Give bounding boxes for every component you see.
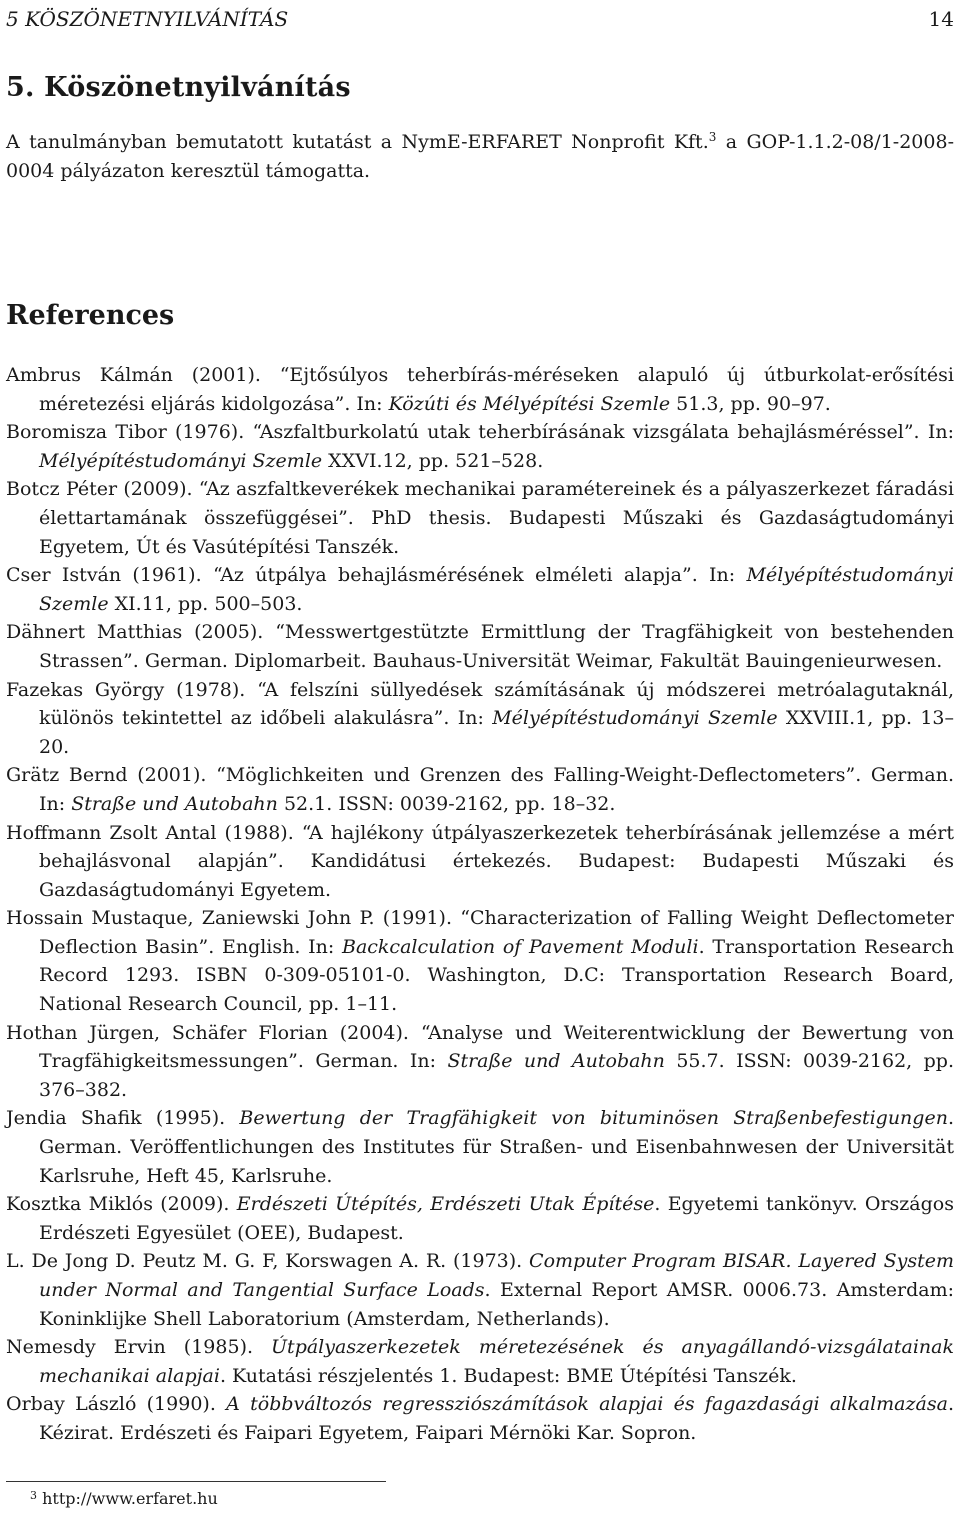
- reference-text: 52.1. ISSN: 0039-2162, pp. 18–32.: [277, 792, 616, 815]
- footnote-divider: [6, 1481, 386, 1482]
- reference-source-title: Közúti és Mélyépítési Szemle: [388, 392, 671, 415]
- reference-text: Orbay László (1990).: [6, 1393, 227, 1416]
- reference-text: . Kutatási részjelentés 1. Budapest: BME Útépítési Tanszék.: [219, 1364, 797, 1387]
- reference-text: L. De Jong D. Peutz M. G. F, Korswagen A. R. (1973).: [6, 1250, 530, 1273]
- running-header: [6, 4, 954, 34]
- reference-text: XXVI.12, pp. 521–528.: [322, 449, 544, 472]
- reference-text: Grätz Bernd (2001). “Möglichkeiten und Grenzen des Falling-Weight-Deflectometers”. German. In:: [6, 764, 954, 815]
- reference-entry: [6, 361, 954, 418]
- acknowledgement-paragraph: [6, 128, 954, 186]
- reference-source-title: Bewertung der Tragfähigkeit von bituminösen Straßenbefestigungen: [239, 1107, 948, 1130]
- footnote-url: http://www.erfaret.hu: [42, 1489, 218, 1508]
- reference-text: . External Report AMSR. 0006.73. Amsterdam: Koninklijke Shell Laboratorium (Amsterdam, Netherlands).: [39, 1279, 954, 1330]
- reference-source-title: Mélyépítéstudományi Szemle: [39, 564, 954, 615]
- reference-text: Boromisza Tibor (1976). “Aszfaltburkolatú utak teherbírásának vizsgálata behajlásméréssel”. In:: [6, 421, 954, 444]
- reference-entry: [6, 904, 954, 1018]
- reference-text: Jendia Shafik (1995).: [6, 1107, 240, 1130]
- reference-source-title: Straße und Autobahn: [71, 792, 278, 815]
- reference-text: Hothan Jürgen, Schäfer Florian (2004). “Analyse und Weiterentwicklung der Bewertung von Tragfähigkeitsmessungen”. German. In:: [6, 1021, 954, 1073]
- reference-entry: [6, 618, 954, 675]
- reference-text: . German. Veröffentlichungen des Institutes für Straßen- und Eisenbahnwesen der Universität Karlsruhe, Heft 45, Karlsruhe.: [39, 1107, 954, 1187]
- reference-source-title: Mélyépítéstudományi Szemle: [39, 449, 323, 472]
- reference-entry: [6, 1390, 954, 1447]
- reference-source-title: Erdészeti Útépítés, Erdészeti Utak Építése: [236, 1193, 655, 1216]
- reference-text: 51.3, pp. 90–97.: [670, 392, 831, 415]
- reference-text: . Egyetemi tankönyv. Országos Erdészeti Egyesület (OEE), Budapest.: [39, 1193, 954, 1244]
- reference-text: XXVIII.1, pp. 13–20.: [39, 707, 954, 758]
- reference-entry: [6, 418, 954, 475]
- reference-entry: [6, 561, 954, 618]
- reference-text: Ambrus Kálmán (2001). “Ejtősúlyos teherbírás-méréseken alapuló új útburkolat-erősítési méretezési eljárás kidolgozása”. In:: [6, 364, 954, 415]
- reference-text: XI.11, pp. 500–503.: [108, 592, 303, 615]
- reference-source-title: Computer Program BISAR. Layered System under Normal and Tangential Surface Loads: [39, 1250, 954, 1301]
- reference-source-title: Mélyépítéstudományi Szemle: [492, 707, 778, 730]
- footnote: [30, 1488, 218, 1510]
- reference-text: Kosztka Miklós (2009).: [6, 1193, 237, 1216]
- reference-source-title: Útpályaszerkezetek méretezésének és anyagállandó-vizsgálatainak mechanikai alapjai: [39, 1336, 954, 1387]
- footnote-number: 3: [30, 1489, 37, 1502]
- acknowledgement-text-start: A tanulmányban bemutatott kutatást a NymE-ERFARET Nonprofit Kft.: [6, 131, 709, 153]
- reference-text: 55.7. ISSN: 0039-2162, pp. 376–382.: [39, 1050, 955, 1101]
- footnote-marker: 3: [708, 130, 717, 144]
- reference-text: Cser István (1961). “Az útpálya behajlásmérésének elméleti alapja”. In:: [6, 564, 747, 587]
- reference-text: Dähnert Matthias (2005). “Messwertgestützte Ermittlung der Tragfähigkeit von bestehenden Strassen”. German. Diplomarbeit. Bauhaus-Universität Weimar, Fakultät Bauingenieurwesen.: [6, 621, 954, 672]
- reference-text: Fazekas György (1978). “A felszíni süllyedések számításának új módszerei metróalagutaknál, különös tekintettel az időbeli alakulásra”. In:: [6, 678, 954, 730]
- reference-text: . Kézirat. Erdészeti és Faipari Egyetem, Faipari Mérnöki Kar. Sopron.: [39, 1393, 954, 1444]
- reference-list: [6, 361, 954, 1448]
- page-number: 14: [928, 7, 954, 31]
- reference-source-title: A többváltozós regressziószámítások alapjai és fagazdasági alkalmazása: [226, 1393, 948, 1416]
- reference-entry: [6, 819, 954, 905]
- reference-entry: [6, 1190, 954, 1247]
- acknowledgement-text-end: a GOP-1.1.2-08/1-2008-0004 pályázaton keresztül támogatta.: [6, 131, 954, 182]
- reference-text: Hoffmann Zsolt Antal (1988). “A hajlékony útpályaszerkezetek teherbírásának jellemzése a mért behajlásvonal alapján”. Kandidátusi értekezés. Budapest: Budapesti Műszaki és Gazdaságtudományi Egyetem.: [6, 821, 954, 901]
- reference-entry: [6, 475, 954, 561]
- reference-text: Hossain Mustaque, Zaniewski John P. (1991). “Characterization of Falling Weight Deflectometer Deflection Basin”. English. In:: [6, 907, 954, 958]
- reference-entry: [6, 1104, 954, 1190]
- reference-entry: [6, 1333, 954, 1390]
- reference-entry: [6, 1019, 954, 1105]
- reference-entry: [6, 676, 954, 762]
- reference-source-title: Straße und Autobahn: [447, 1050, 665, 1073]
- section-heading: 5. Köszönetnyilvánítás: [6, 72, 351, 103]
- reference-text: Nemesdy Ervin (1985).: [6, 1336, 272, 1359]
- reference-text: . Transportation Research Record 1293. ISBN 0-309-05101-0. Washington, D.C: Transportation Research Board, National Research Council, pp. 1–11.: [39, 935, 954, 1016]
- reference-text: Botcz Péter (2009). “Az aszfaltkeverékek mechanikai paramétereinek és a pályaszerkezet fáradási élettartamának összefüggései”. PhD thesis. Budapesti Műszaki és Gazdaságtudományi Egyetem, Út és Vasútépítési Tanszék.: [6, 478, 954, 558]
- reference-source-title: Backcalculation of Pavement Moduli: [341, 935, 699, 958]
- reference-entry: [6, 761, 954, 818]
- running-header-title: 5 KÖSZÖNETNYILVÁNÍTÁS: [6, 7, 289, 31]
- references-heading: References: [6, 300, 175, 331]
- reference-entry: [6, 1247, 954, 1333]
